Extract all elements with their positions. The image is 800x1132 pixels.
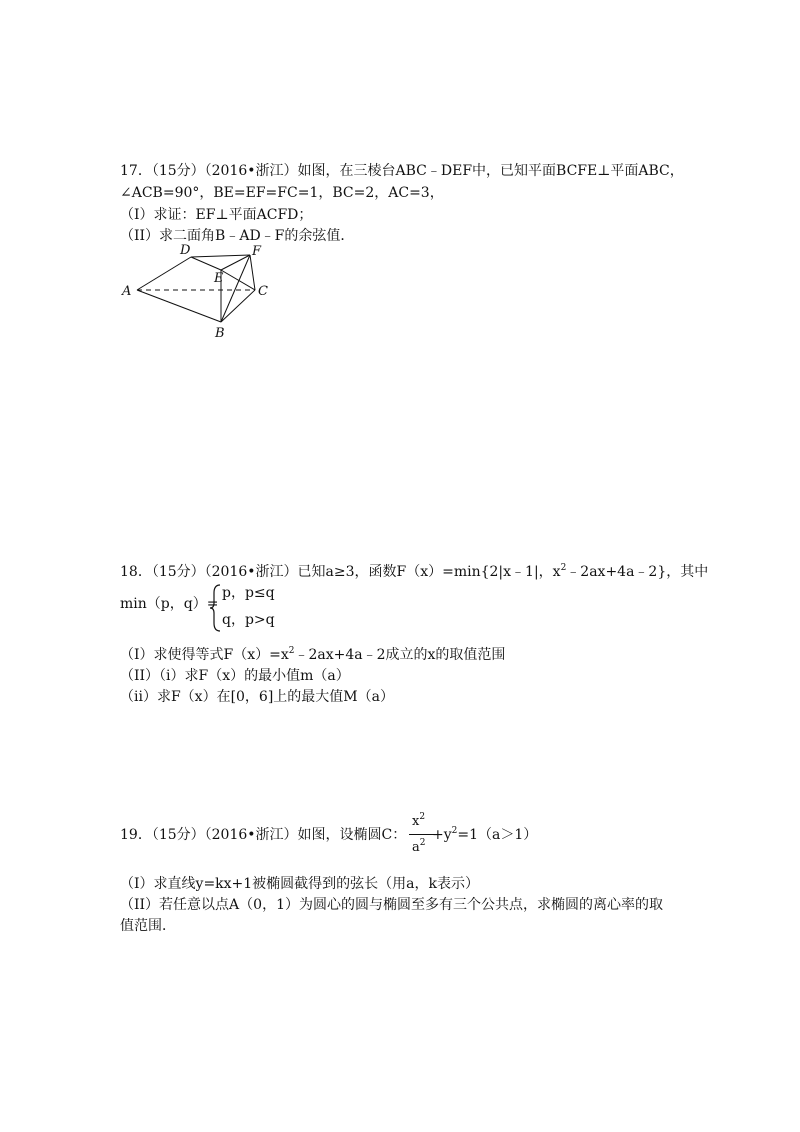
edge-BF bbox=[221, 255, 250, 322]
q19-prefix: 19．（15分）（2016•浙江）如图，设椭圆C： bbox=[120, 827, 407, 843]
label-A: A bbox=[122, 284, 132, 299]
label-D: D bbox=[180, 243, 191, 258]
q19-part1: （I）求直线y=kx+1被椭圆截得到的弦长（用a，k表示） bbox=[120, 876, 480, 892]
q19-y-sup: 2 bbox=[451, 826, 458, 836]
q17-line2: ∠ACB=90°，BE=EF=FC=1，BC=2，AC=3， bbox=[120, 185, 444, 201]
q18-line1 bbox=[120, 563, 708, 583]
edge-AB bbox=[137, 290, 221, 322]
q19-frac-den-a: a bbox=[412, 840, 420, 855]
q19-frac-num-x: x bbox=[412, 814, 420, 829]
left-brace bbox=[208, 583, 222, 633]
q19-y: +y bbox=[432, 827, 452, 843]
q18-part1-c: ﹣2ax+4a﹣2成立的x的取值范围 bbox=[294, 647, 506, 663]
label-E: E bbox=[214, 271, 224, 286]
q17-line1: 17．（15分）（2016•浙江）如图，在三棱台ABC﹣DEF中，已知平面BCFE⊥平面ABC， bbox=[120, 163, 684, 179]
q18-case1: p，p≤q bbox=[222, 585, 275, 601]
q19-part2b: 值范围． bbox=[120, 918, 176, 934]
edge-DE bbox=[191, 257, 221, 270]
q18-case2: q，p>q bbox=[222, 612, 275, 628]
q19-part2a: （II）若任意以点A（0，1）为圆心的圆与椭圆至多有三个公共点，求椭圆的离心率的取 bbox=[120, 897, 663, 913]
q19-frac-den-sup: 2 bbox=[419, 838, 426, 848]
label-F: F bbox=[252, 244, 262, 259]
q17-part1: （I）求证：EF⊥平面ACFD； bbox=[120, 207, 313, 223]
edge-EF bbox=[221, 255, 250, 270]
edge-EC bbox=[221, 270, 255, 290]
q18-part1-a: （I）求使得等式F（x）=x bbox=[120, 647, 289, 663]
q18-line1-a: 18．（15分）（2016•浙江）已知a≥3，函数F（x）=min{2|x﹣1|，x bbox=[120, 564, 561, 580]
q18-part1 bbox=[120, 646, 505, 666]
label-B: B bbox=[215, 326, 225, 340]
q18-min-label: min（p，q）= bbox=[120, 596, 219, 612]
edge-BC bbox=[221, 290, 255, 322]
frustum-figure bbox=[118, 240, 283, 340]
label-C: C bbox=[258, 284, 268, 299]
q18-line1-sup: 2 bbox=[560, 563, 567, 573]
q18-line1-c: ﹣2ax+4a﹣2}，其中 bbox=[566, 564, 709, 580]
edge-AD bbox=[137, 257, 191, 290]
q17-part2: （II）求二面角B﹣AD﹣F的余弦值． bbox=[120, 228, 355, 244]
q18-part2: （II）（i）求F（x）的最小值m（a） bbox=[120, 668, 350, 684]
q19-frac-den bbox=[412, 840, 426, 855]
q19-frac-num-sup: 2 bbox=[419, 812, 426, 822]
q19-frac-num bbox=[412, 814, 425, 829]
q18-part1-sup: 2 bbox=[288, 646, 295, 656]
q18-part3: （ii）求F（x）在[0，6]上的最大值M（a） bbox=[120, 689, 394, 705]
edge-CF bbox=[250, 255, 255, 290]
edge-DF bbox=[191, 255, 250, 257]
q19-after-frac bbox=[432, 826, 537, 846]
q19-suffix: =1（a＞1） bbox=[457, 827, 538, 843]
